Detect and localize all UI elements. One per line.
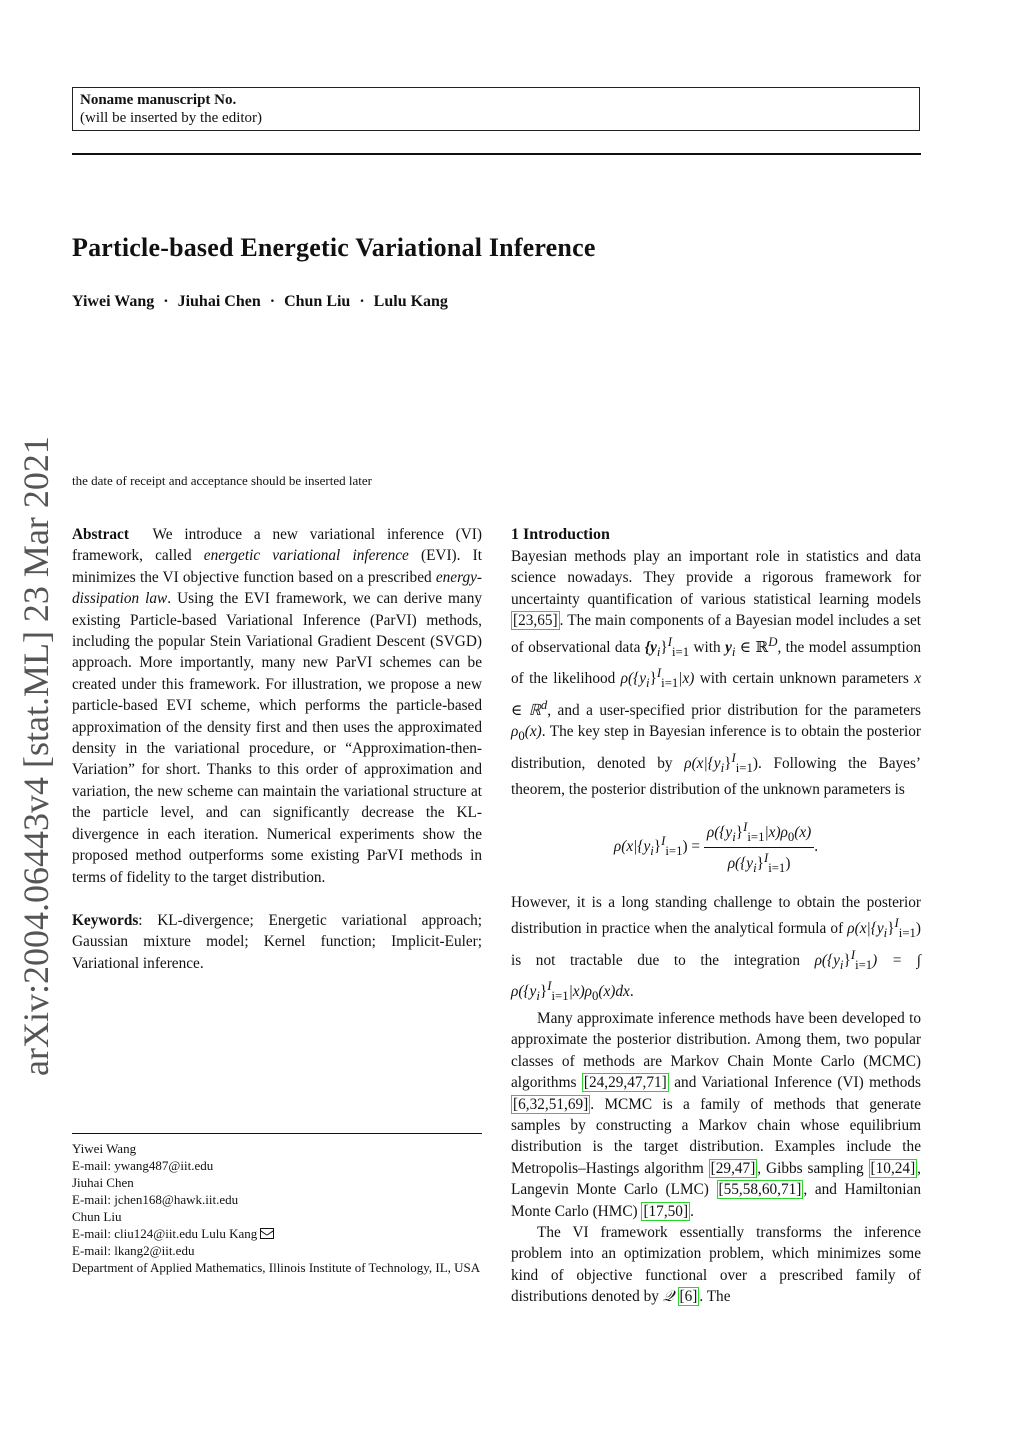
abstract-label: Abstract (72, 526, 129, 543)
paper-title: Particle-based Energetic Variational Inference (72, 233, 596, 262)
citation-link[interactable]: [6,32,51,69] (513, 1095, 589, 1113)
footnote-line: E-mail: cliu124@iit.edu Lulu Kang (72, 1225, 482, 1242)
footnote-line: Yiwei Wang (72, 1141, 137, 1156)
envelope-icon (260, 1228, 274, 1239)
author-footnote (72, 1140, 482, 1276)
right-column (511, 524, 921, 1308)
author-name: Lulu Kang (373, 293, 448, 310)
received-note: the date of receipt and acceptance should be inserted later (72, 473, 372, 488)
editor-note-box (72, 87, 920, 131)
intro-paragraph-2: However, it is a long standing challenge to obtain the posterior distribution in practice when the analytical formula of $\rho(x|\{y_i\}^I_{i=1})$ is not tractable due to the integration $\rho(\{y_i\}^I_{i=1})$ = ∫ $\rho(\{y_i\}^I_{i=1}|x)\rho_0(x)dx$. (511, 893, 921, 1004)
author-name: Jiuhai Chen (177, 293, 261, 310)
intro-paragraph-1: Bayesian methods play an important role in statistics and data science nowadays. They provide a rigorous framework for uncertainty quantification of various statistical learning models [23,65] . The main components of a Bayesian model includes a set of observational data $\{y_i\}^I_{i=1}$ with $y_i$ ∈ ℝ$^D$, the model assumption of the likelihood $\rho(\{y_i\}^I_{i=1}|x)$ with certain unknown parameters x ∈ ℝ$^d$, and a user-specified prior distribution for the parameters $\rho_0(x)$. The key step in Bayesian inference is to obtain the posterior distribution, denoted by $\rho(x|\{y_i\}^I_{i=1})$. Following the Bayes’ theorem, the posterior distribution of the unknown parameters is (511, 548, 921, 799)
author-name: Yiwei Wang (72, 293, 155, 310)
author-list (72, 292, 448, 312)
citation-link[interactable]: [23,65] (513, 612, 558, 630)
left-column (72, 524, 482, 974)
citation-link[interactable]: [29,47] (710, 1159, 756, 1177)
footnote-rule (72, 1133, 482, 1134)
footnote-line: E-mail: lkang2@iit.edu (72, 1243, 195, 1258)
intro-paragraph-3: Many approximate inference methods have been developed to approximate the posterior distribution. Among them, two popular classes of methods are Markov Chain Monte Carlo (MCMC) algorithms [24,29,47,71] and Variational Inference (VI) methods [6,32,51,69] . MCMC is a family of methods that generate samples by constructing a Markov chain whose equilibrium distribution is the target distribution. Examples include the Metropolis–Hastings algorithm [29,47] , Gibbs sampling [10,24] , Langevin Monte Carlo (LMC) [55,58,60,71] , and Hamiltonian Monte Carlo (HMC) [17,50] . (511, 1009, 921, 1220)
author-separator: · (269, 293, 276, 310)
editor-note: (will be inserted by the editor) (80, 110, 263, 126)
footnote-line: Department of Applied Mathematics, Illinois Institute of Technology, IL, USA (72, 1260, 481, 1275)
footnote-line: E-mail: jchen168@hawk.iit.edu (72, 1192, 239, 1207)
author-separator: · (359, 293, 365, 310)
bayes-equation: $\rho(x|\{y_i\}^I_{i=1})$ = $\frac{\rho(\{y_i\}^I_{i=1}|x)\rho_0(x)}{\rho(\{y_i\}^I_{i=1})}$ . (511, 817, 921, 878)
fraction: $\frac{\rho(\{y_i\}^I_{i=1}|x)\rho_0(x)}{\rho(\{y_i\}^I_{i=1})}$ (704, 817, 814, 878)
citation-link[interactable]: [6] (679, 1288, 698, 1306)
footnote-line: Jiuhai Chen (72, 1175, 134, 1190)
keywords-label: Keywords (72, 911, 139, 929)
author-separator: · (163, 293, 169, 310)
citation-link[interactable]: [24,29,47,71] (583, 1074, 667, 1092)
footnote-line: E-mail: ywang487@iit.edu (72, 1158, 214, 1173)
citation-link[interactable]: [55,58,60,71] (718, 1181, 802, 1199)
abstract: Abstract We introduce a new variational inference (VI) framework, called energetic variational inference (EVI). It minimizes the VI objective function based on a prescribed energy-dissipation law. Using the EVI framework, we can derive many existing Particle-based Variational Inference (ParVI) methods, including the popular Stein Variational Gradient Descent (SVGD) approach. More importantly, many new ParVI schemes can be created under this framework. For illustration, we propose a new particle-based EVI scheme, which performs the particle-based approximation of the density first and then uses the approximated density in the variational procedure, or “Approximation-then-Variation” for short. Thanks to this order of approximation and variation, the new scheme can maintain the variational structure at the particle level, and can significantly decrease the KL-divergence in each iteration. Numerical experiments show the proposed method outperforms some existing ParVI methods in terms of fidelity to the target distribution. (72, 526, 482, 886)
citation-link[interactable]: [10,24] (870, 1159, 916, 1177)
arxiv-stamp: arXiv:2004.06443v4 [stat.ML] 23 Mar 2021 (16, 436, 56, 1076)
citation-link[interactable]: [17,50] (643, 1202, 689, 1220)
keywords: Keywords: KL-divergence; Energetic variational approach; Gaussian mixture model; Kernel function; Implicit-Euler; Variational inference. (72, 911, 482, 972)
manuscript-label: Noname manuscript No. (80, 92, 237, 108)
header-rule (72, 153, 921, 155)
intro-paragraph-4: The VI framework essentially transforms the inference problem into an optimization problem, which minimizes some kind of objective functional over a prescribed family of distributions denoted by 𝒬 [6] . The (511, 1224, 921, 1306)
author-name: Chun Liu (284, 293, 351, 310)
footnote-line: Chun Liu (72, 1209, 122, 1224)
section-heading: 1 Introduction (511, 526, 610, 543)
